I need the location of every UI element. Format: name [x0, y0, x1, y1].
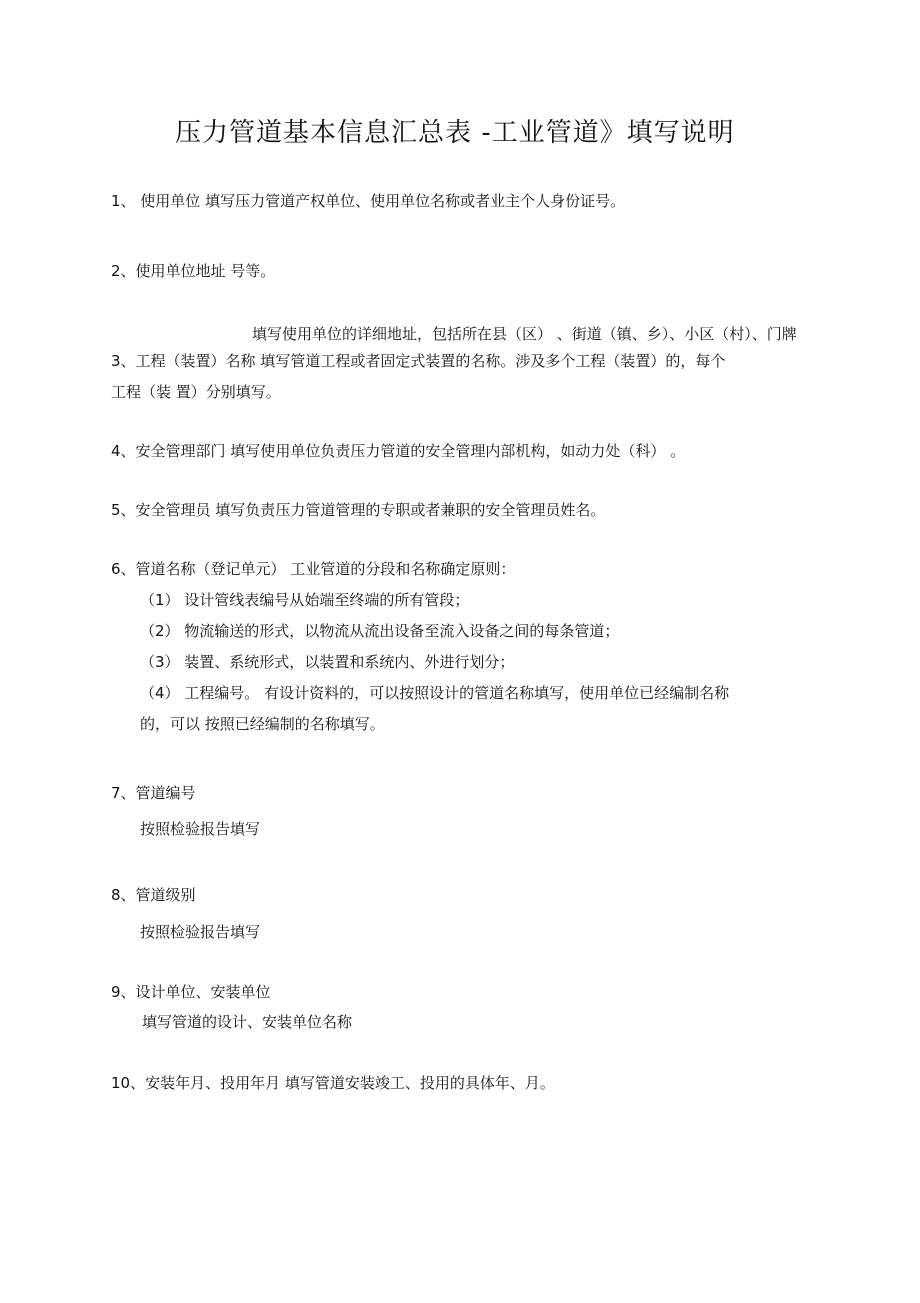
item-6-sub-4: （4） 工程编号。 有设计资料的，可以按照设计的管道名称填写，使用单位已经编制名称: [140, 684, 730, 702]
item-2: 2、使用单位地址 号等。: [111, 262, 276, 280]
page-title: 压力管道基本信息汇总表 -工业管道》填写说明: [175, 118, 735, 148]
item-7-body: 按照检验报告填写: [140, 820, 261, 838]
item-9-body: 填写管道的设计、安装单位名称: [142, 1013, 353, 1031]
item-6-sub-3: （3） 装置、系统形式，以装置和系统内、外进行划分；: [140, 653, 515, 671]
item-4: 4、安全管理部门 填写使用单位负责压力管道的安全管理内部机构，如动力处（科） 。: [111, 442, 686, 460]
item-6-sub-4-continuation: 的，可以 按照已经编制的名称填写。: [140, 715, 385, 733]
item-7: 7、管道编号: [111, 784, 196, 802]
item-3-line-2: 工程（装 置）分别填写。: [111, 383, 281, 401]
item-6-sub-2: （2） 物流输送的形式，以物流从流出设备至流入设备之间的每条管道；: [140, 622, 620, 640]
item-6-sub-1: （1） 设计管线表编号从始端至终端的所有管段；: [140, 591, 470, 609]
item-8-body: 按照检验报告填写: [140, 923, 261, 941]
item-1: 1、 使用单位 填写压力管道产权单位、使用单位名称或者业主个人身份证号。: [111, 192, 626, 210]
item-10: 10、安装年月、投用年月 填写管道安装竣工、投用的具体年、月。: [111, 1074, 555, 1092]
item-5: 5、安全管理员 填写负责压力管道管理的专职或者兼职的安全管理员姓名。: [111, 501, 606, 519]
item-3-line-1: 3、工程（装置）名称 填写管道工程或者固定式装置的名称。涉及多个工程（装置）的，每个: [111, 352, 726, 370]
item-6: 6、管道名称（登记单元） 工业管道的分段和名称确定原则：: [111, 560, 516, 578]
item-2-continuation: 填写使用单位的详细地址，包括所在县（区） 、街道（镇、乡）、小区（村）、门牌: [252, 325, 797, 343]
item-8: 8、管道级别: [111, 886, 196, 904]
item-9: 9、设计单位、安装单位: [111, 983, 271, 1001]
